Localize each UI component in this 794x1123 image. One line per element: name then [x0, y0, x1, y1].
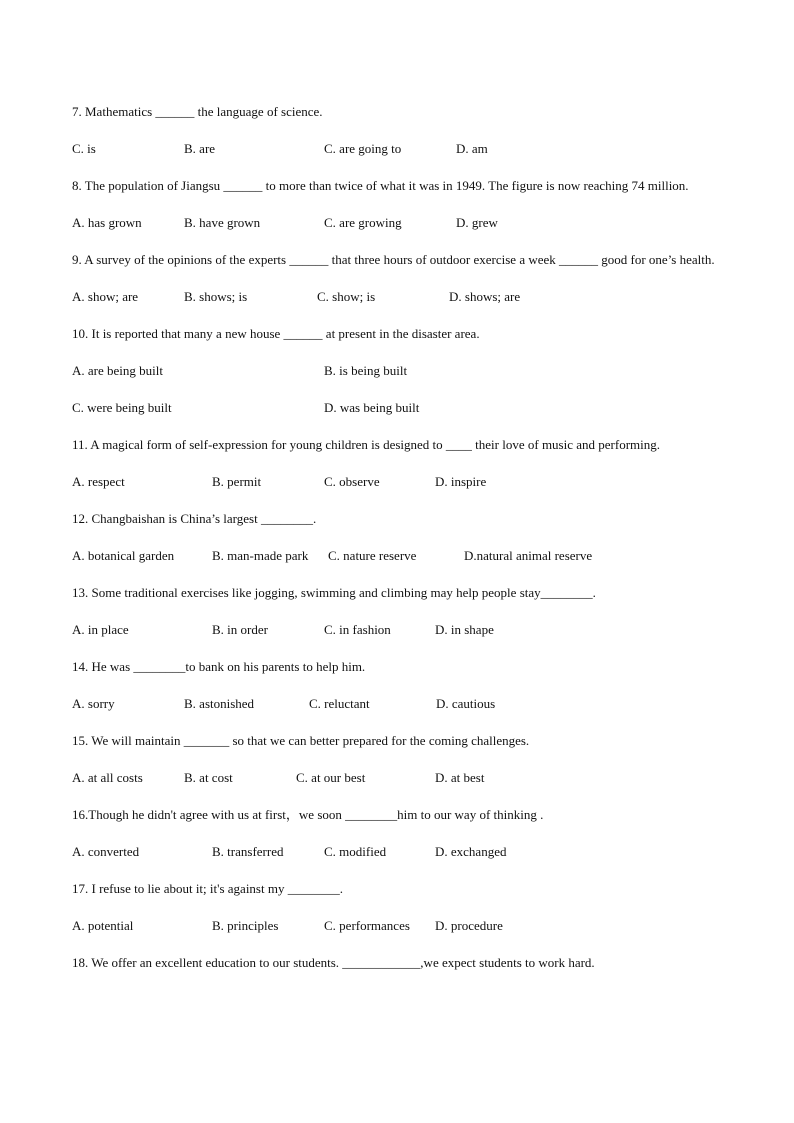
option-d: D. procedure — [435, 918, 503, 933]
option-row — [72, 137, 722, 161]
option-c: C. nature reserve — [328, 548, 417, 563]
option-d: D. inspire — [435, 474, 487, 489]
option-b: B. principles — [212, 918, 279, 933]
question-10 — [72, 322, 722, 420]
option-a: A. has grown — [72, 215, 142, 230]
question-list — [72, 100, 722, 988]
option-c: C. in fashion — [324, 622, 391, 637]
question-stem: 16.Though he didn't agree with us at first，we soon ________him to our way of thinking . — [72, 807, 544, 822]
option-a: A. potential — [72, 918, 134, 933]
option-b: B. at cost — [184, 770, 233, 785]
option-a: A. in place — [72, 622, 129, 637]
question-stem: 12. Changbaishan is China’s largest ________. — [72, 511, 317, 526]
option-row — [72, 396, 722, 420]
option-row — [72, 914, 722, 938]
option-a: A. show; are — [72, 289, 139, 304]
option-b: B. shows; is — [184, 289, 248, 304]
option-c: C. are growing — [324, 215, 402, 230]
option-c: C. are going to — [324, 141, 402, 156]
question-7 — [72, 100, 722, 161]
option-b: B. is being built — [324, 363, 408, 378]
option-c: C. modified — [324, 844, 387, 859]
option-a: A. sorry — [72, 696, 115, 711]
option-row — [72, 766, 722, 790]
option-b: B. astonished — [184, 696, 255, 711]
question-18 — [72, 951, 722, 975]
option-d: D. cautious — [436, 696, 496, 711]
question-stem: 17. I refuse to lie about it; it's against my ________. — [72, 881, 343, 896]
option-d: D. shows; are — [449, 289, 521, 304]
option-d: D.natural animal reserve — [464, 548, 593, 563]
option-a: A. respect — [72, 474, 125, 489]
question-stem: 18. We offer an excellent education to our students. ____________,we expect students to work hard. — [72, 955, 595, 970]
question-stem: 13. Some traditional exercises like jogging, swimming and climbing may help people stay________. — [72, 585, 596, 600]
question-8 — [72, 174, 722, 235]
option-a: C. is — [72, 141, 96, 156]
option-d: D. grew — [456, 215, 498, 230]
option-b: B. in order — [212, 622, 268, 637]
option-row — [72, 618, 722, 642]
question-9 — [72, 248, 722, 309]
option-c: C. were being built — [72, 400, 172, 415]
option-row — [72, 692, 722, 716]
option-b: B. transferred — [212, 844, 284, 859]
question-14 — [72, 655, 722, 716]
option-row — [72, 470, 722, 494]
option-c: C. at our best — [296, 770, 366, 785]
option-c: C. reluctant — [309, 696, 370, 711]
question-stem: 7. Mathematics ______ the language of science. — [72, 104, 323, 119]
question-stem: 15. We will maintain _______ so that we can better prepared for the coming challenges. — [72, 733, 530, 748]
option-a: A. are being built — [72, 363, 163, 378]
option-b: B. have grown — [184, 215, 261, 230]
question-stem: 11. A magical form of self-expression for young children is designed to ____ their love of music and performing. — [72, 437, 660, 452]
question-stem: 10. It is reported that many a new house ______ at present in the disaster area. — [72, 326, 480, 341]
option-b: B. man-made park — [212, 548, 309, 563]
option-d: D. at best — [435, 770, 485, 785]
question-17 — [72, 877, 722, 938]
option-b: B. permit — [212, 474, 262, 489]
option-d: D. am — [456, 141, 488, 156]
option-c: C. performances — [324, 918, 410, 933]
question-12 — [72, 507, 722, 568]
question-stem: 9. A survey of the opinions of the experts ______ that three hours of outdoor exercise a week ______ good for one’s health. — [72, 252, 715, 267]
option-d: D. exchanged — [435, 844, 507, 859]
option-c: C. observe — [324, 474, 380, 489]
option-row — [72, 211, 722, 235]
question-11 — [72, 433, 722, 494]
question-stem: 8. The population of Jiangsu ______ to more than twice of what it was in 1949. The figure is now reaching 74 million. — [72, 178, 689, 193]
option-d: D. in shape — [435, 622, 494, 637]
option-row — [72, 544, 722, 568]
question-13 — [72, 581, 722, 642]
option-a: A. converted — [72, 844, 140, 859]
option-row — [72, 285, 722, 309]
option-row — [72, 359, 722, 383]
question-16 — [72, 803, 722, 864]
option-a: A. at all costs — [72, 770, 143, 785]
option-c: C. show; is — [317, 289, 376, 304]
option-row — [72, 840, 722, 864]
option-a: A. botanical garden — [72, 548, 175, 563]
option-d: D. was being built — [324, 400, 420, 415]
question-stem: 14. He was ________to bank on his parents to help him. — [72, 659, 366, 674]
question-15 — [72, 729, 722, 790]
option-b: B. are — [184, 141, 216, 156]
